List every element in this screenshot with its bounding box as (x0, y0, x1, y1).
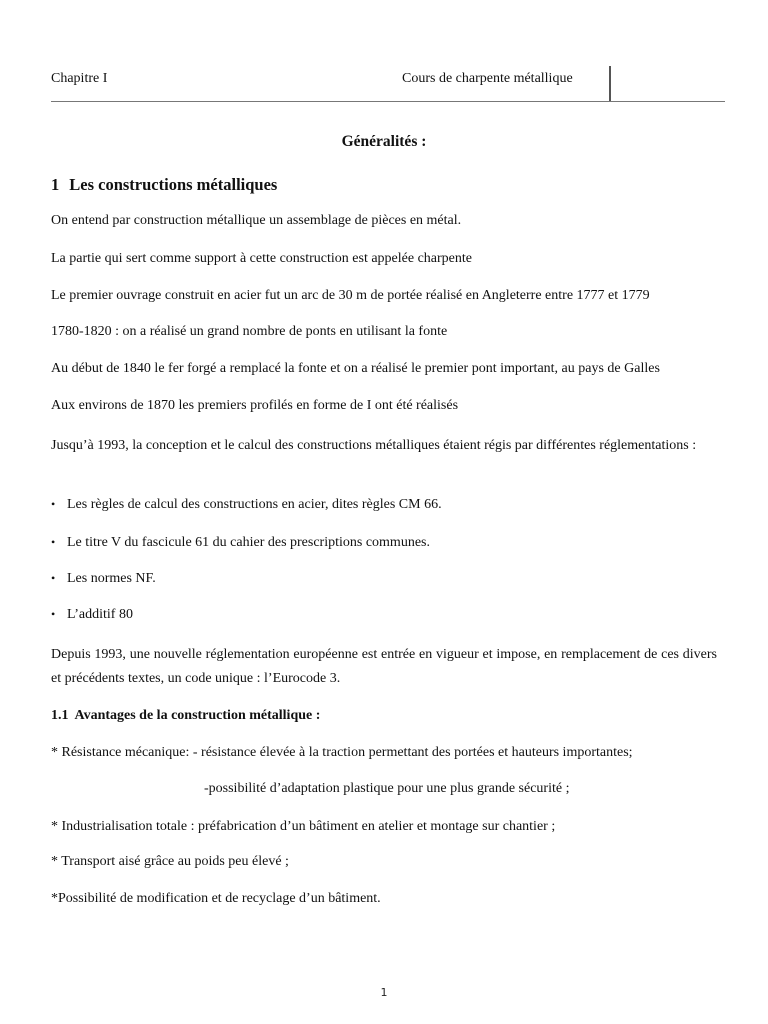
list-item (51, 497, 442, 513)
paragraph: Au début de 1840 le fer forgé a remplacé la fonte et on a réalisé le premier pont important, au pays de Galles (51, 361, 660, 376)
list-item-text: L’additif 80 (67, 607, 133, 622)
section-1-1-title: Avantages de la construction métallique : (74, 708, 321, 723)
list-item-text: Les règles de calcul des constructions en acier, dites règles CM 66. (67, 497, 442, 512)
bullet-icon: • (51, 497, 56, 511)
section-1-1-number: 1.1 (51, 708, 69, 723)
list-item (51, 535, 430, 551)
paragraph: La partie qui sert comme support à cette construction est appelée charpente (51, 251, 472, 266)
paragraph: On entend par construction métallique un assemblage de pièces en métal. (51, 213, 462, 228)
list-item (51, 571, 156, 587)
header-course-title: Cours de charpente métallique (402, 71, 573, 86)
header-vertical-bar (609, 66, 611, 102)
advantage-line: * Résistance mécanique: - résistance élevée à la traction permettant des portées et hauteurs importantes; (51, 745, 633, 760)
advantage-line: * Industrialisation totale : préfabrication d’un bâtiment en atelier et montage sur chantier ; (51, 819, 556, 834)
section-1-1-heading (51, 708, 320, 724)
page-number: 1 (380, 986, 388, 999)
list-item-text: Le titre V du fascicule 61 du cahier des prescriptions communes. (67, 535, 430, 550)
paragraph: 1780-1820 : on a réalisé un grand nombre de ponts en utilisant la fonte (51, 324, 448, 339)
section-1-title: Les constructions métalliques (69, 175, 278, 194)
paragraph: Le premier ouvrage construit en acier fut un arc de 30 m de portée réalisé en Angleterre entre 1777 et 1779 (51, 288, 650, 303)
list-item (51, 607, 133, 623)
paragraph: Jusqu’à 1993, la conception et le calcul des constructions métalliques étaient régis par différentes réglementations : (51, 438, 697, 453)
advantage-line: -possibilité d’adaptation plastique pour une plus grande sécurité ; (204, 781, 570, 796)
list-item-text: Les normes NF. (67, 571, 156, 586)
header-chapter: Chapitre I (51, 71, 108, 86)
section-1-number: 1 (51, 175, 60, 194)
page-title: Généralités : (341, 133, 427, 150)
bullet-icon: • (51, 607, 56, 621)
section-1-heading (51, 175, 277, 195)
bullet-icon: • (51, 571, 56, 585)
header-rule (51, 101, 725, 102)
paragraph: Depuis 1993, une nouvelle réglementation européenne est entrée en vigueur et impose, en remplacement de ces divers et précédents textes, un code unique : l’Eurocode 3. (51, 647, 717, 686)
advantage-line: * Transport aisé grâce au poids peu élevé ; (51, 854, 289, 869)
bullet-icon: • (51, 535, 56, 549)
paragraph: Aux environs de 1870 les premiers profilés en forme de I ont été réalisés (51, 398, 459, 413)
advantage-line: *Possibilité de modification et de recyclage d’un bâtiment. (51, 891, 381, 906)
